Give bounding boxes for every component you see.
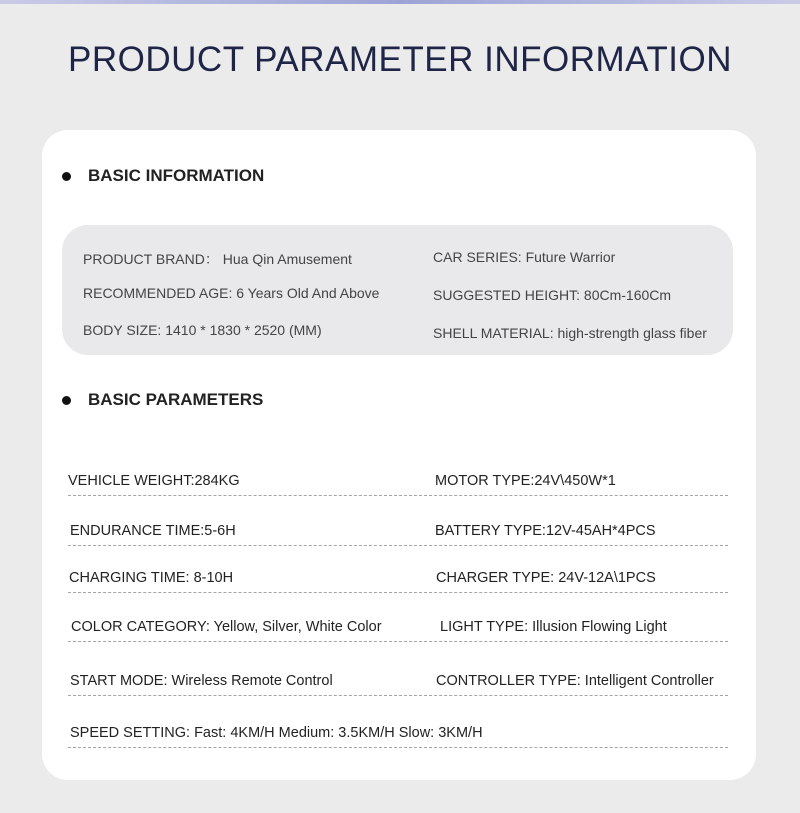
- param-speed-setting: SPEED SETTING: Fast: 4KM/H Medium: 3.5KM/H Slow: 3KM/H: [70, 725, 483, 741]
- param-row: [68, 671, 728, 696]
- info-car-series: CAR SERIES: Future Warrior: [433, 249, 616, 265]
- param-color-category: COLOR CATEGORY: Yellow, Silver, White Color: [71, 619, 382, 635]
- info-shell-material: SHELL MATERIAL: high-strength glass fiber: [433, 325, 707, 341]
- parameter-card: [42, 130, 756, 780]
- page-title: PRODUCT PARAMETER INFORMATION: [68, 40, 732, 79]
- section-title: BASIC INFORMATION: [88, 166, 265, 185]
- param-charger-type: CHARGER TYPE: 24V-12A\1PCS: [436, 570, 656, 586]
- param-endurance-time: ENDURANCE TIME:5-6H: [70, 523, 236, 539]
- param-row: [68, 617, 728, 642]
- info-recommended-age: RECOMMENDED AGE: 6 Years Old And Above: [83, 285, 380, 301]
- basic-information-panel: [62, 225, 733, 355]
- section-title: BASIC PARAMETERS: [88, 390, 264, 409]
- param-row: [68, 471, 728, 496]
- basic-parameters-heading: [62, 390, 263, 410]
- param-row: [68, 568, 728, 593]
- param-start-mode: START MODE: Wireless Remote Control: [70, 673, 333, 689]
- param-charging-time: CHARGING TIME: 8-10H: [69, 570, 234, 586]
- info-suggested-height: SUGGESTED HEIGHT: 80Cm-160Cm: [433, 287, 672, 303]
- bullet-dot-icon: [62, 396, 71, 405]
- info-product-brand: PRODUCT BRAND： Hua Qin Amusement: [83, 251, 352, 267]
- param-row: [68, 521, 728, 546]
- param-vehicle-weight: VEHICLE WEIGHT:284KG: [68, 473, 240, 489]
- param-light-type: LIGHT TYPE: Illusion Flowing Light: [440, 619, 667, 635]
- param-controller-type: CONTROLLER TYPE: Intelligent Controller: [436, 673, 714, 689]
- param-motor-type: MOTOR TYPE:24V\450W*1: [435, 473, 616, 489]
- top-accent-bar: [0, 0, 800, 4]
- param-row: [68, 723, 728, 748]
- param-battery-type: BATTERY TYPE:12V-45AH*4PCS: [435, 523, 656, 539]
- basic-information-heading: [62, 166, 264, 186]
- bullet-dot-icon: [62, 172, 71, 181]
- info-body-size: BODY SIZE: 1410 * 1830 * 2520 (MM): [83, 322, 322, 338]
